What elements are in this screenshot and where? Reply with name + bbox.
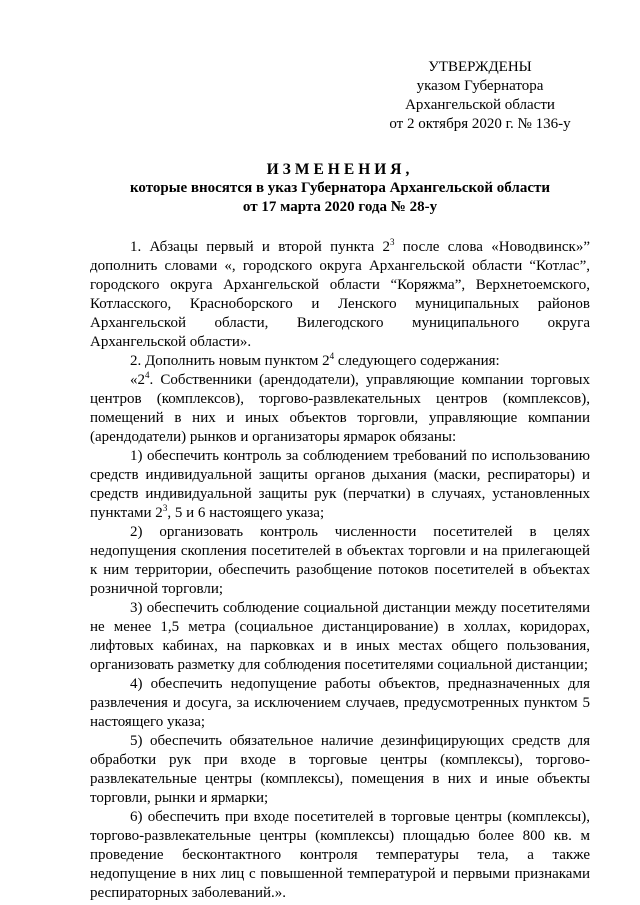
superscript: 4 — [145, 370, 150, 380]
paragraph-1 — [90, 238, 590, 352]
paragraph-4-text-a: 1) обеспечить контроль за соблюдением требований по использованию средств индивидуальной защиты органов дыхания (маски, респираторы) и средств индивидуальной защиты рук (перчатки) в случаях, установленных пунктами 2 — [90, 448, 590, 521]
approval-region-line: Архангельской области — [405, 97, 555, 113]
paragraph-1-text-b: после слова «Новодвинск»” дополнить словами «, городского округа Архангельской области “Котлас”, городского округа Архангельской области “Коряжма”, Верхнетоемского, Котласского, Красноборского и Ленского муниципальных районов Архангельской области, Вилегодского муниципального округа Архангельской области». — [90, 239, 590, 350]
document-subtitle-date: от 17 марта 2020 года № 28-у — [242, 199, 438, 215]
paragraph-8: 5) обеспечить обязательное наличие дезинфицирующих средств для обработки рук при входе в торговые центры (комплексы), торгово-развлекательные центры (комплексы), помещения в них и иные объекты торговли, рынки и ярмарки; — [90, 733, 590, 806]
paragraph-6: 3) обеспечить соблюдение социальной дистанции между посетителями не менее 1,5 метра (социальное дистанцирование) в холлах, коридорах, лифтовых кабинах, на парковках и в иных местах общего пользования, организовать разметку для соблюдения посетителями социальной дистанции; — [90, 600, 590, 673]
approval-title: УТВЕРЖДЕНЫ — [428, 59, 532, 75]
paragraph-7: 4) обеспечить недопущение работы объектов, предназначенных для развлечения и досуга, за исключением случаев, предусмотренных пунктом 5 настоящего указа; — [90, 676, 590, 730]
paragraph-5: 2) организовать контроль численности посетителей в целях недопущения скопления посетителей в объектах торговли и на прилегающей к ним территории, обеспечить разобщение потоков посетителей в объектах розничной торговли; — [90, 524, 590, 597]
paragraph-1-text-a: 1. Абзацы первый и второй пункта 2 — [130, 239, 390, 255]
superscript: 3 — [389, 237, 395, 247]
approval-block — [380, 58, 580, 134]
paragraph-4-text-b: , 5 и 6 настоящего указа; — [167, 505, 325, 521]
paragraph-2-text-b: следующего содержания: — [334, 353, 500, 369]
document-body — [90, 238, 590, 903]
paragraph-2-text-a: 2. Дополнить новым пунктом 2 — [130, 353, 330, 369]
paragraph-3-text-a: «2 — [130, 372, 145, 388]
paragraph-9: 6) обеспечить при входе посетителей в торговые центры (комплексы), торгово-развлекательные центры (комплексы) площадью более 800 кв. м проведение бесконтактного контроля температуры тела, а также недопущение в них лиц с повышенной температурой и первыми признаками респираторных заболеваний.». — [90, 809, 590, 901]
paragraph-4 — [90, 447, 590, 523]
superscript: 4 — [329, 351, 335, 361]
approval-decree-line: указом Губернатора — [416, 78, 544, 94]
document-title-block — [90, 160, 590, 217]
approval-date-line: от 2 октября 2020 г. № 136-у — [389, 116, 571, 132]
document-heading: ИЗМЕНЕНИЯ, — [266, 161, 414, 178]
paragraph-2 — [90, 352, 590, 371]
paragraph-3 — [90, 371, 590, 447]
superscript: 3 — [162, 503, 168, 513]
paragraph-3-text-b: . Собственники (арендодатели), управляющие компании торговых центров (комплексов), торгово-развлекательных центров (комплексов), помещений в них и иных объектов торговли, управляющие компании (арендодатели) рынков и организаторы ярмарок обязаны: — [90, 372, 590, 445]
document-subtitle: которые вносятся в указ Губернатора Архангельской области — [129, 180, 551, 196]
